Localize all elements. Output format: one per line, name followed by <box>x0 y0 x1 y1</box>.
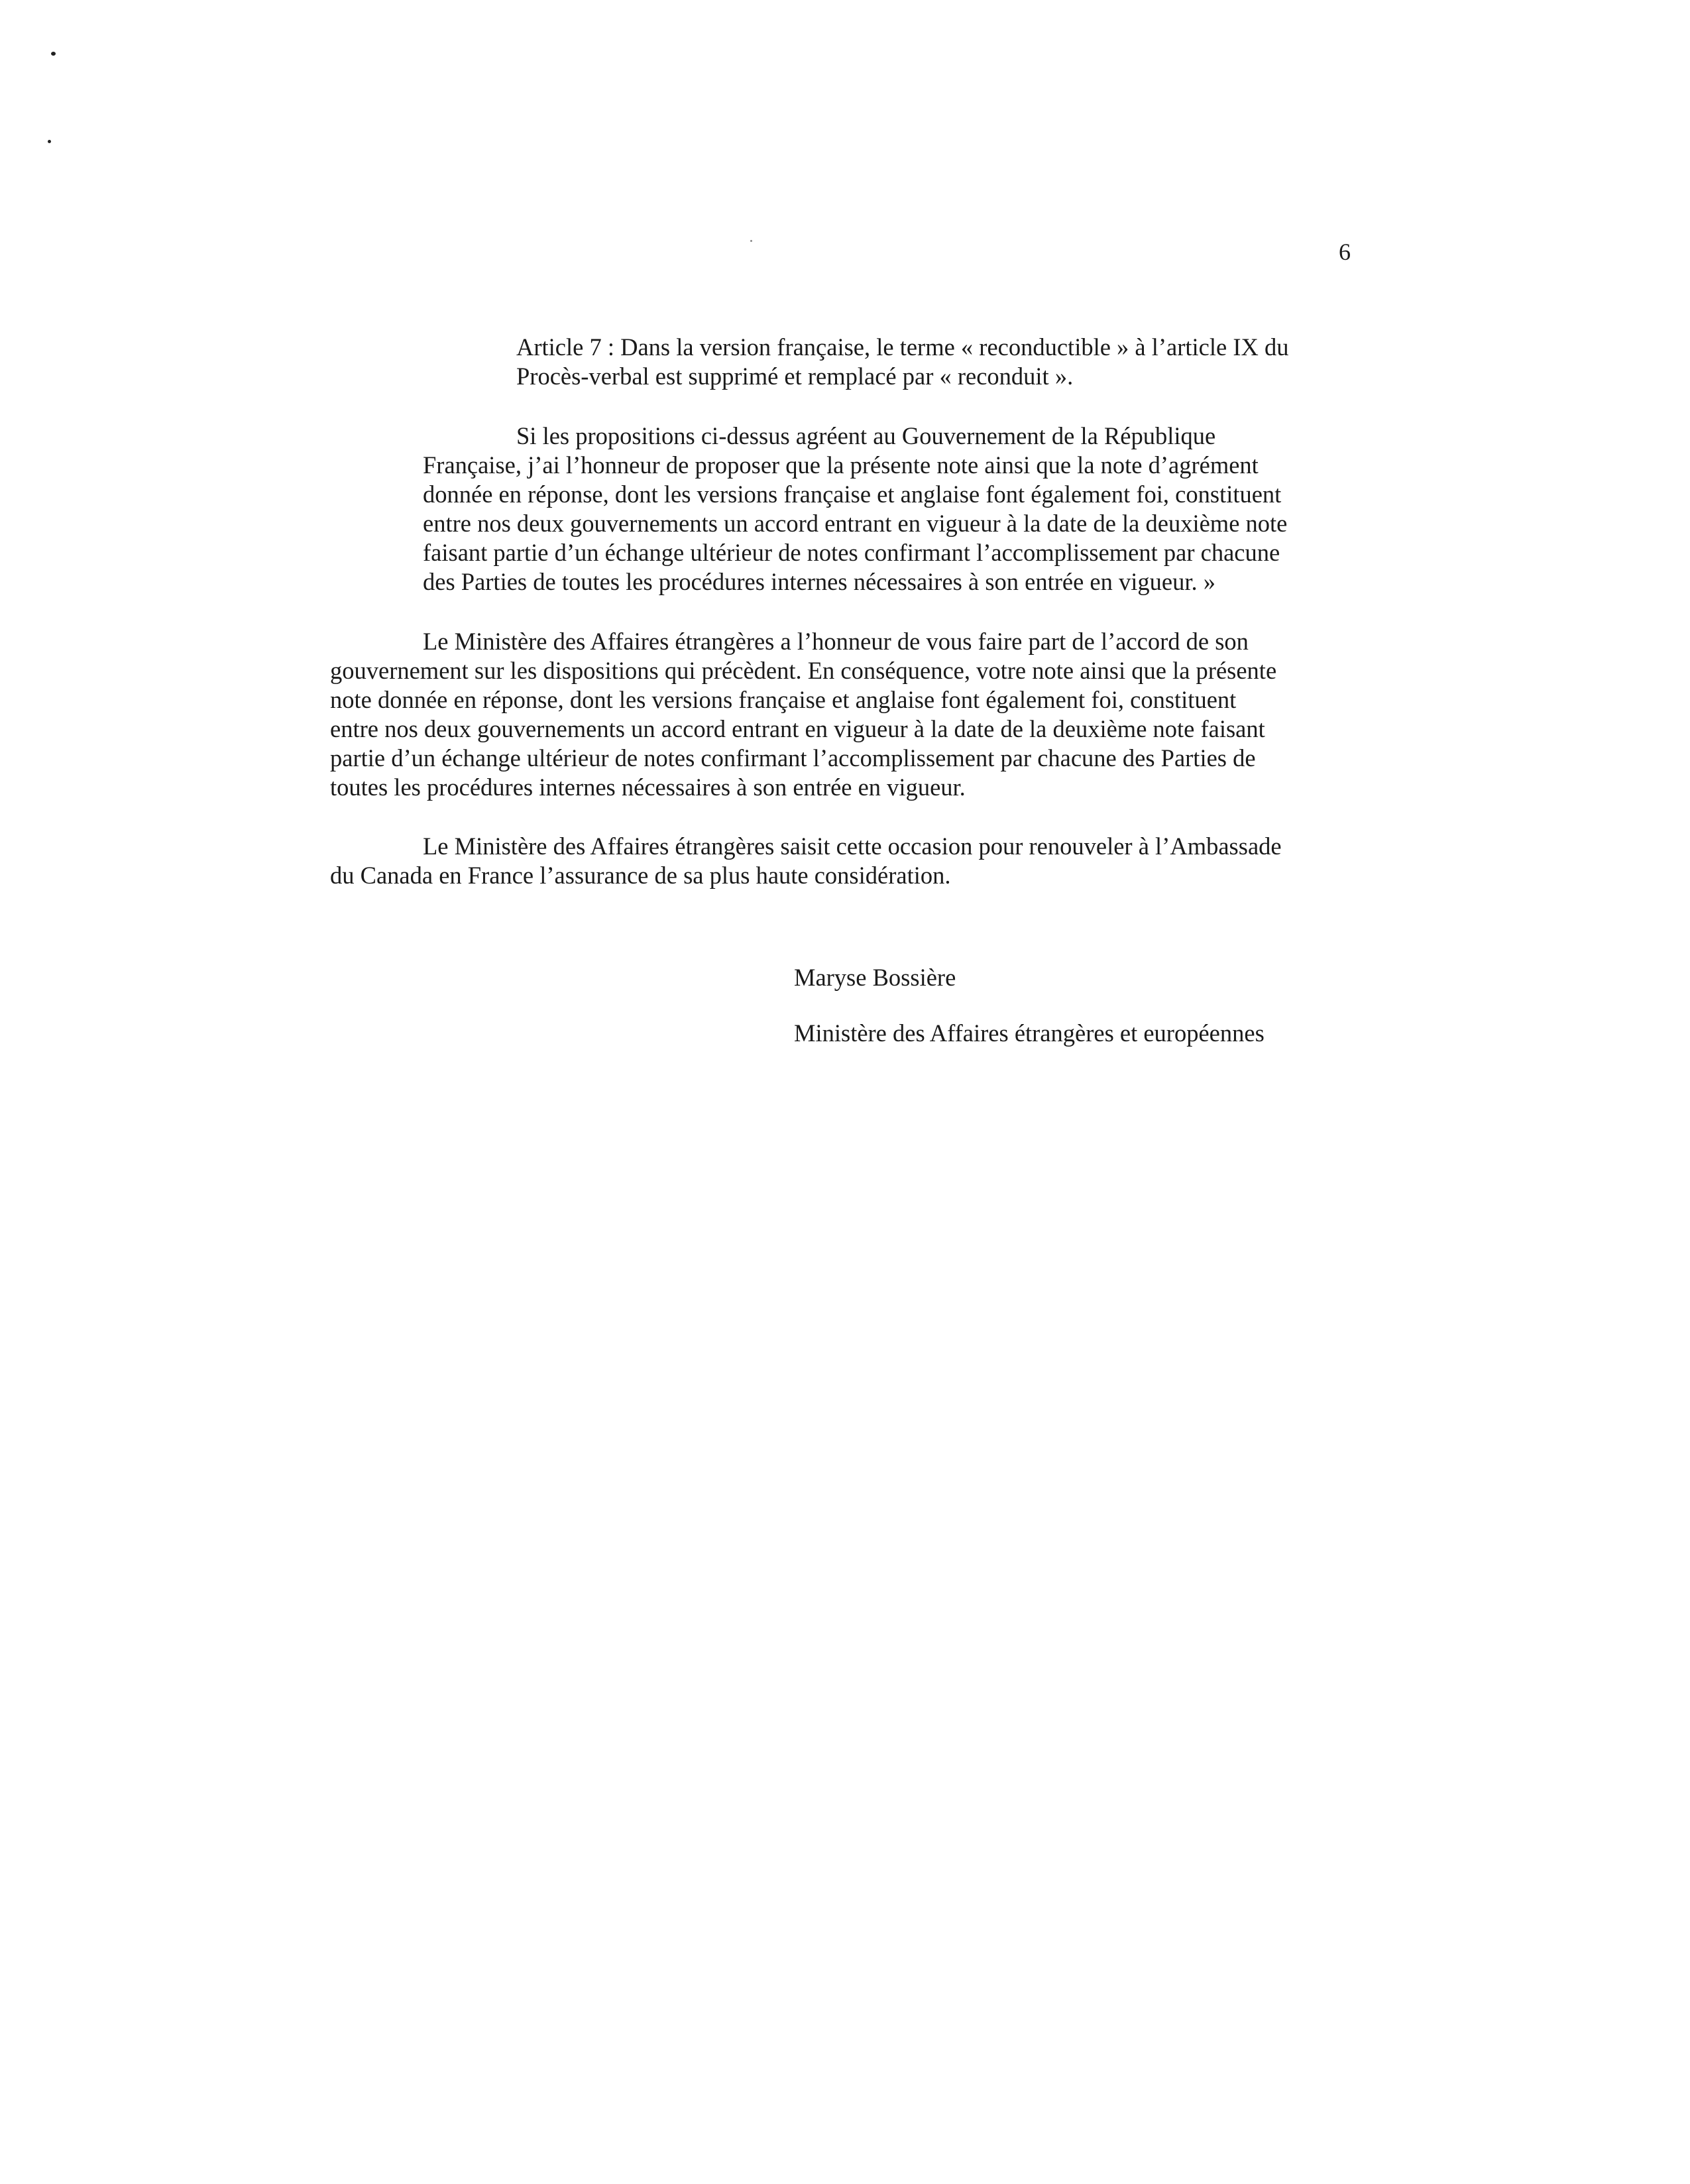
signatory-title: Ministère des Affaires étrangères et européennes <box>794 1019 1265 1047</box>
text-line: Procès-verbal est supprimé et remplacé par « reconduit ». <box>516 363 1074 390</box>
text-line: Article 7 : Dans la version française, le terme « reconductible » à l’article IX du <box>516 333 1289 361</box>
text-line: toutes les procédures internes nécessaires à son entrée en vigueur. <box>330 774 966 801</box>
text-line: entre nos deux gouvernements un accord entrant en vigueur à la date de la deuxième note faisant <box>330 715 1265 742</box>
scan-speck <box>48 140 51 143</box>
text-line: des Parties de toutes les procédures internes nécessaires à son entrée en vigueur. » <box>423 568 1215 595</box>
text-line: Française, j’ai l’honneur de proposer que la présente note ainsi que la note d’agrément <box>423 451 1259 479</box>
text-line: du Canada en France l’assurance de sa plus haute considération. <box>330 862 951 889</box>
paragraph-2-first-line: Le Ministère des Affaires étrangères a l’honneur de vous faire part de l’accord de son <box>423 628 1249 655</box>
scan-speck <box>750 240 752 242</box>
text-line: note donnée en réponse, dont les versions française et anglaise font également foi, constituent <box>330 686 1237 713</box>
paragraph-3-first-line: Le Ministère des Affaires étrangères saisit cette occasion pour renouveler à l’Ambassade <box>423 833 1282 860</box>
text-line: partie d’un échange ultérieur de notes confirmant l’accomplissement par chacune des Parties de <box>330 744 1256 772</box>
text-line: entre nos deux gouvernements un accord entrant en vigueur à la date de la deuxième note <box>423 510 1288 537</box>
page-number: 6 <box>1339 239 1351 265</box>
paragraph-3-body <box>330 861 951 890</box>
paragraph-1-body <box>423 451 1287 597</box>
signatory-name: Maryse Bossière <box>794 964 956 991</box>
paragraph-1-first-line: Si les propositions ci-dessus agréent au Gouvernement de la République <box>516 422 1216 449</box>
text-line: donnée en réponse, dont les versions française et anglaise font également foi, constituent <box>423 481 1282 508</box>
scan-speck <box>51 52 56 56</box>
text-line: gouvernement sur les dispositions qui précèdent. En conséquence, votre note ainsi que la présente <box>330 657 1277 684</box>
text-line: faisant partie d’un échange ultérieur de notes confirmant l’accomplissement par chacune <box>423 539 1280 566</box>
paragraph-2-body <box>330 656 1276 802</box>
article-7-paragraph <box>516 333 1289 391</box>
